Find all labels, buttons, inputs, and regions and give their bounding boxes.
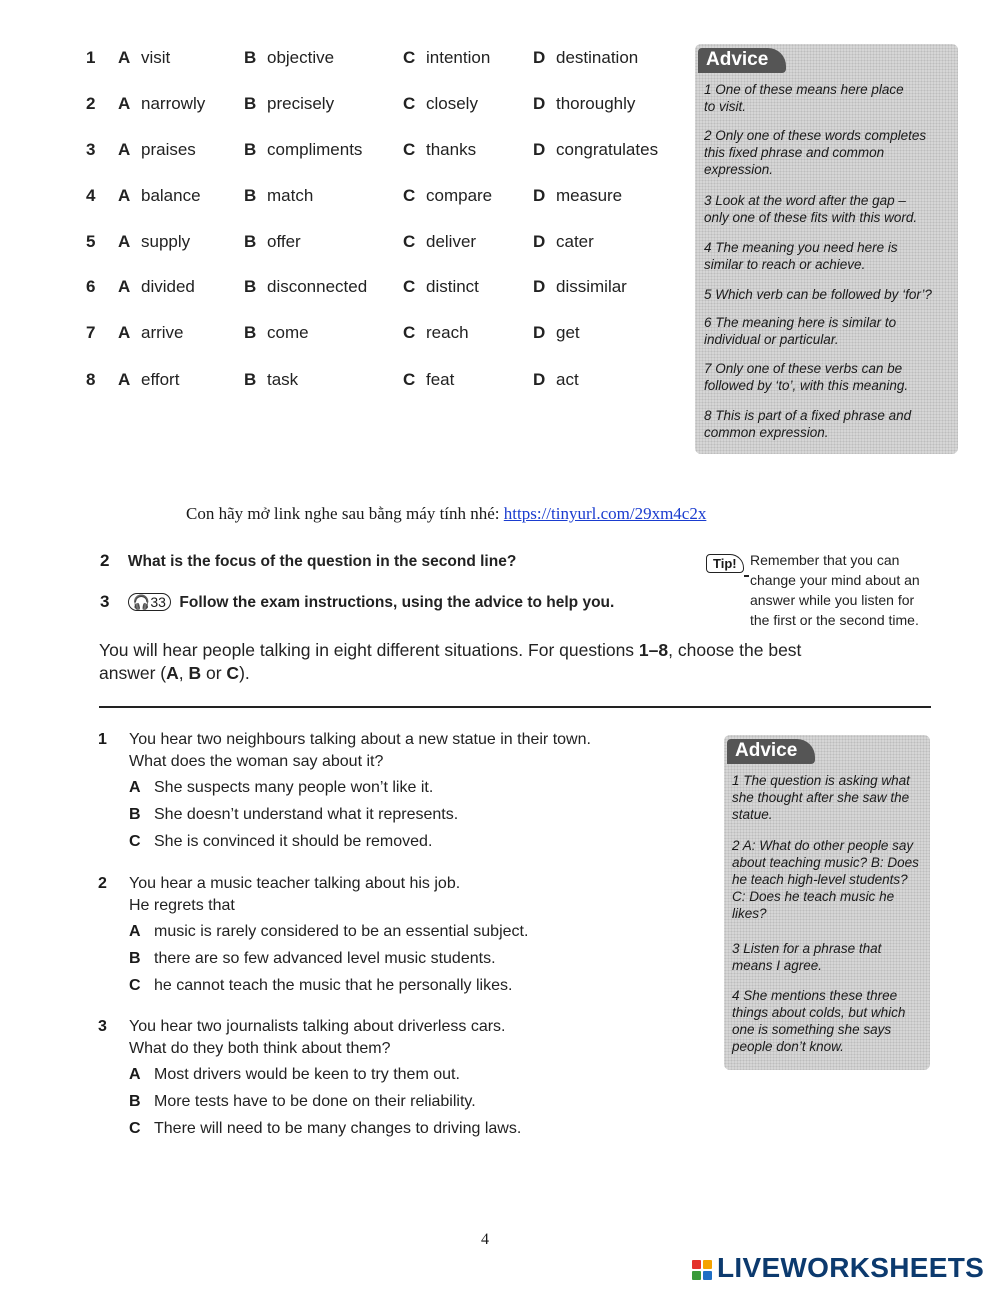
answer-option[interactable]: She is convinced it should be removed. — [154, 833, 433, 850]
instr-text: , choose the best — [668, 640, 802, 660]
advice-box-2 — [724, 735, 930, 1070]
advice-item — [704, 239, 898, 273]
option-d[interactable]: dissimilar — [556, 277, 627, 296]
option-letter: D — [533, 323, 546, 342]
advice-line: 2 A: What do other people say — [732, 838, 914, 853]
option-c[interactable]: intention — [426, 48, 491, 67]
option-a[interactable]: praises — [141, 140, 196, 159]
answer-letter: B — [129, 806, 141, 823]
option-letter: D — [533, 94, 546, 113]
option-letter: B — [244, 232, 257, 251]
option-letter: B — [244, 48, 257, 67]
option-d[interactable]: get — [556, 323, 580, 342]
advice-line: 3 Look at the word after the gap – — [704, 193, 906, 208]
question-text: You hear a music teacher talking about his job. — [129, 875, 461, 892]
option-d[interactable]: act — [556, 370, 579, 389]
option-letter: A — [118, 186, 131, 205]
option-letter: D — [533, 277, 546, 296]
exercise-number: 2 — [100, 551, 110, 570]
option-b[interactable]: match — [267, 186, 314, 205]
advice-line: about teaching music? B: Does — [732, 855, 919, 870]
advice-line: 4 She mentions these three — [732, 988, 898, 1003]
option-letter: B — [244, 277, 257, 296]
advice-line: 4 The meaning you need here is — [704, 240, 898, 255]
answer-letter: C — [129, 977, 141, 994]
answer-letter: A — [129, 923, 141, 940]
option-letter: A — [118, 370, 131, 389]
answer-letter: B — [129, 1093, 141, 1110]
option-b[interactable]: offer — [267, 232, 301, 251]
answer-option[interactable]: he cannot teach the music that he personally likes. — [154, 977, 513, 994]
option-b[interactable]: come — [267, 323, 309, 342]
option-c[interactable]: thanks — [426, 140, 477, 159]
advice-line: 2 Only one of these words completes — [704, 128, 927, 143]
advice-box-1 — [695, 44, 958, 454]
question-number: 1 — [98, 731, 107, 748]
advice-line: common expression. — [704, 425, 829, 440]
option-letter: B — [244, 323, 257, 342]
advice-item — [732, 987, 905, 1055]
option-letter: C — [403, 94, 416, 113]
answer-option[interactable]: music is rarely considered to be an essential subject. — [154, 923, 529, 940]
option-a[interactable]: narrowly — [141, 94, 206, 113]
advice-line: likes? — [732, 906, 767, 921]
option-letter: D — [533, 232, 546, 251]
option-letter: B — [244, 94, 257, 113]
tip-line: answer while you listen for — [750, 592, 915, 608]
option-b[interactable]: compliments — [267, 140, 363, 159]
advice-item — [704, 360, 908, 394]
option-letter: C — [403, 140, 416, 159]
option-d[interactable]: destination — [556, 48, 639, 67]
advice-item — [704, 314, 896, 348]
advice-title: Advice — [698, 48, 786, 73]
tip-text — [750, 550, 920, 630]
option-letter: D — [533, 370, 546, 389]
exercise-number: 3 — [100, 592, 110, 611]
answer-letter: C — [129, 1120, 141, 1137]
option-a[interactable]: arrive — [141, 323, 184, 342]
instr-text: ). — [239, 663, 250, 683]
instr-text: or — [201, 663, 227, 683]
advice-line: followed by ‘to’, with this meaning. — [704, 378, 909, 393]
question-text: You hear two journalists talking about driverless cars. — [129, 1018, 506, 1035]
headphones-icon: 🎧33 — [128, 593, 171, 611]
divider — [99, 706, 931, 708]
advice-item — [732, 772, 910, 823]
advice-item — [732, 837, 919, 922]
question-number: 7 — [86, 323, 96, 342]
advice-item — [704, 81, 904, 115]
brand-name: LIVEWORKSHEETS — [717, 1252, 985, 1283]
option-a[interactable]: balance — [141, 186, 201, 205]
instr-text: answer ( — [99, 663, 167, 683]
tip-line: Remember that you can — [750, 552, 900, 568]
brand-watermark — [692, 1252, 984, 1284]
advice-line: to visit. — [704, 99, 747, 114]
option-b[interactable]: precisely — [267, 94, 335, 113]
tip-line: change your mind about an — [750, 572, 920, 588]
tip-line: the first or the second time. — [750, 612, 919, 628]
option-b[interactable]: objective — [267, 48, 335, 67]
option-b[interactable]: disconnected — [267, 277, 368, 296]
option-letter: A — [118, 232, 131, 251]
advice-line: people don’t know. — [732, 1039, 844, 1054]
advice-item — [704, 407, 911, 441]
option-d[interactable]: measure — [556, 186, 623, 205]
listening-link[interactable]: https://tinyurl.com/29xm4c2x — [503, 504, 707, 523]
option-d[interactable]: congratulates — [556, 140, 659, 159]
answer-option[interactable]: There will need to be many changes to driving laws. — [154, 1120, 522, 1137]
advice-item — [732, 940, 881, 974]
advice-line: 3 Listen for a phrase that — [732, 941, 882, 956]
question-text: He regrets that — [129, 897, 235, 914]
question-number: 5 — [86, 232, 96, 251]
exercise-2 — [100, 551, 516, 571]
advice-line: one is something she says — [732, 1022, 892, 1037]
option-letter: A — [118, 277, 131, 296]
instr-text: , — [178, 663, 189, 683]
option-letter: C — [403, 48, 416, 67]
option-c[interactable]: distinct — [426, 277, 479, 296]
question-number: 1 — [86, 48, 96, 67]
option-letter: A — [118, 140, 131, 159]
advice-line: 1 One of these means here place — [704, 82, 904, 97]
option-letter: C — [403, 186, 416, 205]
advice-line: means I agree. — [732, 958, 823, 973]
instr-letter-b: B — [188, 663, 202, 683]
advice-line: 8 This is part of a fixed phrase and — [704, 408, 912, 423]
page-number: 4 — [481, 1231, 489, 1248]
option-letter: A — [118, 48, 131, 67]
option-d[interactable]: thoroughly — [556, 94, 636, 113]
option-a[interactable]: divided — [141, 277, 195, 296]
answer-option[interactable]: Most drivers would be keen to try them out. — [154, 1066, 460, 1083]
option-letter: C — [403, 323, 416, 342]
option-b[interactable]: task — [267, 370, 299, 389]
answer-letter: C — [129, 833, 141, 850]
task-instructions — [99, 639, 879, 685]
advice-line: she thought after she saw the — [732, 790, 910, 805]
advice-line: 7 Only one of these verbs can be — [704, 361, 903, 376]
exercise-3 — [100, 592, 614, 612]
instr-range: 1–8 — [638, 640, 669, 660]
question-number: 3 — [98, 1018, 107, 1035]
answer-option[interactable]: More tests have to be done on their reliability. — [154, 1093, 476, 1110]
question-number: 2 — [98, 875, 107, 892]
advice-item — [704, 192, 917, 226]
option-letter: D — [533, 48, 546, 67]
option-d[interactable]: cater — [556, 232, 594, 251]
question-number: 4 — [86, 186, 96, 205]
question-text: What do they both think about them? — [129, 1040, 391, 1057]
question-text: You hear two neighbours talking about a new statue in their town. — [129, 731, 591, 748]
advice-line: 6 The meaning here is similar to — [704, 315, 897, 330]
answer-option[interactable]: She suspects many people won’t like it. — [154, 779, 434, 796]
option-c[interactable]: reach — [426, 323, 469, 342]
option-letter: D — [533, 140, 546, 159]
advice-line: things about colds, but which — [732, 1005, 906, 1020]
option-c[interactable]: feat — [426, 370, 455, 389]
brand-logo-icon — [692, 1260, 712, 1280]
answer-option[interactable]: She doesn’t understand what it represents. — [154, 806, 459, 823]
advice-line: this fixed phrase and common — [704, 145, 885, 160]
question-text: What does the woman say about it? — [129, 753, 384, 770]
option-a[interactable]: supply — [141, 232, 191, 251]
option-letter: B — [244, 370, 257, 389]
option-letter: A — [118, 94, 131, 113]
advice-line: only one of these fits with this word. — [704, 210, 918, 225]
option-letter: C — [403, 232, 416, 251]
option-letter: A — [118, 323, 131, 342]
option-letter: B — [244, 140, 257, 159]
advice-item — [704, 127, 926, 178]
listening-link-line — [186, 504, 706, 524]
question-number: 8 — [86, 370, 96, 389]
answer-letter: B — [129, 950, 141, 967]
answer-option[interactable]: there are so few advanced level music students. — [154, 950, 496, 967]
instr-letter-c: C — [226, 663, 240, 683]
advice-line: individual or particular. — [704, 332, 839, 347]
option-letter: B — [244, 186, 257, 205]
option-letter: C — [403, 277, 416, 296]
link-instruction: Con hãy mở link nghe sau bằng máy tính nhé: — [186, 504, 500, 523]
advice-line: he teach high-level students? — [732, 872, 908, 887]
option-a[interactable]: visit — [141, 48, 171, 67]
option-c[interactable]: closely — [426, 94, 478, 113]
advice-title: Advice — [727, 739, 815, 764]
option-c[interactable]: compare — [426, 186, 493, 205]
advice-line: expression. — [704, 162, 774, 177]
option-a[interactable]: effort — [141, 370, 180, 389]
question-number: 3 — [86, 140, 96, 159]
exercise-text: Follow the exam instructions, using the advice to help you. — [179, 594, 615, 611]
advice-line: statue. — [732, 807, 773, 822]
question-number: 6 — [86, 277, 96, 296]
advice-line: similar to reach or achieve. — [704, 257, 866, 272]
question-number: 2 — [86, 94, 96, 113]
tip-badge: Tip! — [706, 554, 744, 573]
advice-line: C: Does he teach music he — [732, 889, 895, 904]
exercise-text: What is the focus of the question in the second line? — [127, 553, 517, 570]
option-c[interactable]: deliver — [426, 232, 477, 251]
option-letter: D — [533, 186, 546, 205]
audio-track-number: 33 — [150, 594, 166, 610]
option-letter: C — [403, 370, 416, 389]
instr-text: You will hear people talking in eight different situations. For questions — [99, 640, 639, 660]
advice-item — [704, 286, 932, 303]
answer-letter: A — [129, 779, 141, 796]
advice-line: 5 Which verb can be followed by ‘for’? — [704, 287, 932, 302]
answer-letter: A — [129, 1066, 141, 1083]
tip-underline — [744, 575, 749, 577]
instr-letter-a: A — [166, 663, 179, 683]
advice-line: 1 The question is asking what — [732, 773, 910, 788]
